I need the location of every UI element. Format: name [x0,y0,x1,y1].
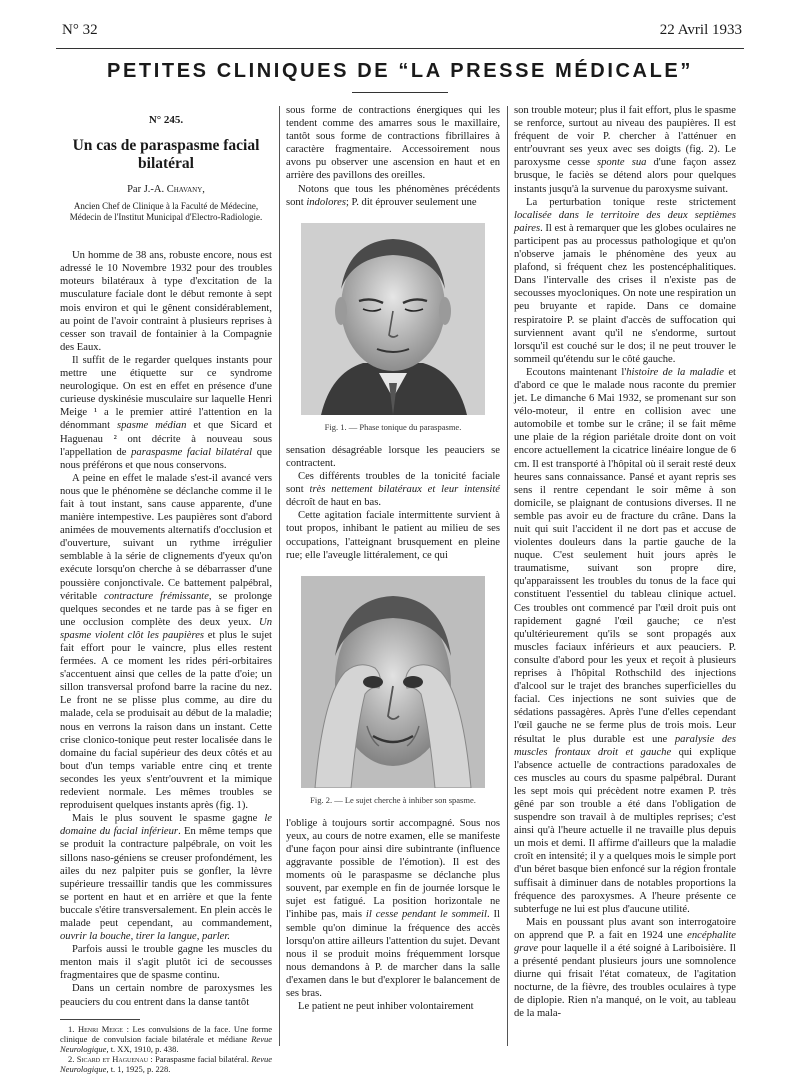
figure-2-caption: Fig. 2. — Le sujet cherche à inhiber son spasme. [310,794,476,805]
text-run: , t. XX, 1910, p. 438. [106,1043,179,1054]
text-run: , se prolonge quelques secondes et ne tarde pas à se figer en une occlusion complète des deux yeux. [60,590,272,628]
italic-run: histoire de la maladie [626,366,724,378]
paragraph [286,470,500,509]
header-rule [56,48,744,49]
text-run: ; P. dit éprouver seulement une [345,196,477,208]
figure-1-photo [301,223,485,415]
text-run: . Il semble qu'on diminue la fréquence des accès lorsqu'on attire ailleurs l'attention du sujet. Devant nous il se produit moins fréquemment lorsque nous demandons à P. de marcher dans la salle d'examen dans le but d'explorer le balancement de ses bras. [286,909,501,999]
portrait-hands-on-eyes-image [301,576,485,788]
byline-prefix: Par J.-A. [127,184,167,196]
italic-run: sponte sua [596,157,647,169]
text-run: que nous préférons et que nous conservons. [60,446,272,471]
masthead: PETITES CLINIQUES DE “LA PRESSE MÉDICALE” [107,60,693,82]
paragraph: sous forme de contractions énergiques qui les tendent comme des amarres sous le maxillaire, tantôt sous forme de contractions fibrillaires à caractère fragmentaire. Accessoirement nous avons pu observer une ascension en haut et en arrière des pavillons des oreilles. [286,105,500,182]
text-run: Il suffit de le regarder quelques instants pour mettre une étiquette sur ce syndrome neurologique. On est en effet en présence d'une curieuse dyskinésie musculaire sur laquelle Henri Meige ¹ a le premier attiré l'attention en la dénommant [60,354,272,432]
article-title: Un cas de paraspasme facial bilatéral [72,137,260,173]
paragraph: Parfois aussi le trouble gagne les muscles du menton mais il s'agit plutôt ici de secousses fragmentaires que de spasme continu. [60,944,272,982]
paragraph: Dans un certain nombre de paroxysmes les peauciers du cou entrent dans la danse tantôt [60,983,272,1008]
italic-run: très nettement bilatéraux et leur intensité [309,484,500,496]
text-run: l'oblige à toujours sortir accompagné. Sous nos yeux, au cours de notre examen, elle se manifeste d'une façon pour ainsi dire subintrante (influence aggravante possible de l'émotion). Il est des moments où le paraspasme se déclanche plus souvent, par exemple en fin de journée lorsque le sujet est fatigué. La position horizontale ne l'inhibe pas, mais [286,817,500,921]
text-run: pour laquelle il a été soigné à Lariboisière. Il a présenté pendant plusieurs jours une somnolence diurne qui frisait l'état comateux, de l'agitation nocturne, de la fièvre, des troubles oculaires à type de diplopie. Rien n'a manqué, on le voit, au tableau de la mala- [514,943,736,1020]
paragraph [286,183,500,209]
column-divider-2 [507,106,508,1046]
text-run: Ces différents troubles de la tonicité faciale sont [286,471,500,496]
text-run: et plus le sujet fait effort pour le vaincre, plus elles restent fermées. A ce moment les rides péri-orbitaires s'accentuent ainsi que celles de la patte d'oie; un sillon transversal profond barre la racine du nez. Le front ne se plisse plus comme, au dire du malade, cela se produisait au début de la maladie; nous en verrons la raison dans un instant. Cette crise clonico-tonique peut rester localisée dans le domaine du facial supérieur des deux côtés et au bout d'un temps variable entre cinq et trente secondes les yeux s'entr'ouvrent et la mimique redevient normale. Les mêmes troubles se reproduisent quelques instants après (fig. 1). [60,629,272,812]
text-run: son trouble moteur; plus il fait effort, plus le spasme se renforce, surtout au niveau des paupières. Il est fréquent de voir P. chercher à l'atténuer en entr'ouvrant ses yeux avec ses doigts (fig. 2). Le paroxysme cesse [514,105,736,169]
text-run: Notons que tous les phénomènes précédents sont [286,183,500,208]
italic-run: spasme médian [117,420,187,432]
author-name: Chavany, [166,184,205,196]
figure-2-photo [301,576,485,788]
issue-date: 22 Avril 1933 [659,22,742,38]
paragraph [60,472,272,812]
footnote-rule [60,1019,140,1020]
italic-run: ouvrir la bouche, tirer la langue, parler. [60,931,230,943]
figure-1-caption: Fig. 1. — Phase tonique du paraspasme. [324,421,462,432]
italic-run: indolores [306,196,346,208]
column-3 [514,104,736,1021]
paragraph [514,366,736,916]
paragraph [514,196,736,366]
paragraph: Le patient ne peut inhiber volontairement [298,1001,474,1013]
text-run: Mais en poussant plus avant son interrogatoire on apprend que P. a fait en 1924 une [514,916,736,941]
footnote-author: Sicard et Haguenau [76,1053,149,1064]
text-run: qui explique l'absence actuelle de contractions paradoxales de ces muscles au cours du spasme palpébral. Durant les sept mois qui précèdent notre examen P. très gêné par son trouble a été dans l'obligation de suspendre son travail à de multiples reprises; c'est ainsi qu'à l'heure actuelle il ne travaille plus depuis un mois et demi. Il affirme d'ailleurs que la maladie croît en intensité; il y a quelques mois le simple port d'un béret basque bien enfoncé sur la région frontale suffisait à diminuer dans de notables proportions la fréquence des paroxysmes. A l'heure présente ce subterfuge ne lui est plus d'aucune utilité. [514,746,736,915]
column-2 [286,104,500,1013]
text-run: et d'abord ce que le malade nous raconte du premier jet. Le dimanche 6 Mai 1932, se promenant sur son vélo-moteur, il entre en collision avec une automobile et tombe sur le crâne; il se fait même une plaie de la région pariétale droite dont on voit encore actuellement la cicatrice linéaire longue de 6 cm. Il est transporté à l'hôpital où il serait resté deux heures sans connaissance. Pansé et ayant repris ses sens il rentre cependant le soir même à son domicile, se plaignant de contusions diverses. Il ne semble pas avoir eu de fracture du crâne. Dans la nuit qui suit l'accident il ne dort pas et accuse de violentes douleurs dans la partie gauche de la nuque. C'est seulement huit jours après le traumatisme, suivant son propre dire, qu'apparaissent les troubles du tonus de la face qui constituent l'essentiel du tableau clinique actuel. Ces troubles ont commencé par l'œil droit puis ont rapidement gagné l'œil gauche; ce n'est qu'ultérieurement qu'ils se sont propagés aux muscles faciaux inférieurs et aux peauciers. P. consulte d'abord pour les yeux et reçoit à plusieurs reprises à l'hôpital Rothschild des injections d'alcool sur le trajet des branches superficielles du facial. Ces injections ne sont suivies que de sédations passagères. Après l'une d'elles cependant l'œil gauche ne se ferme plus de trois mois. Leur résultat le plus durable est une [514,366,736,745]
author-affiliation: Ancien Chef de Clinique à la Faculté de Médecine, Médecin de l'Institut Municipal d'Electro-Radiologie. [69,201,263,223]
paragraph: sensation désagréable lorsque les peauciers se contractent. [286,444,500,469]
paragraph: Un homme de 38 ans, robuste encore, nous est adressé le 10 Novembre 1932 pour des troubles moteurs bilatéraux à type d'excitation de la musculature faciale dont le début remonte à sept mois environ et qui le gênent considérablement, au point de l'avoir contraint à plusieurs reprises à cesser son travail de fontainier à la Compagnie des Eaux. [60,250,272,353]
portrait-eyes-closed-image [301,223,485,415]
italic-run: Revue Neurologique [60,1053,272,1074]
byline [60,183,272,196]
italic-run: il cesse pendant le sommeil [365,909,487,921]
text-run: : Les convulsions de la face. Une forme clinique de convulsion faciale bilatérale et médiane [60,1023,273,1044]
italic-run: paraspasme facial bilatéral [131,446,253,458]
italic-run: Revue Neurologique [60,1033,272,1054]
issue-number: N° 32 [62,22,98,38]
text-run: : Paraspasme facial bilatéral. [148,1053,252,1064]
italic-run: Un spasme violent clôt les paupières [60,616,272,641]
footnote-1: 1. Henri Meige : Les convulsions de la face. Une forme clinique de convulsion faciale bilatérale et médiane Revue Neurologique, t. XX, 1910, p. 438. [60,1023,273,1054]
text-run: et que Sicard et Haguenau ² ont décrite à nouveau sous l'appellation de [60,420,272,458]
text-run: . En même temps que se produit la contracture palpébrale, on voit les sillons naso-géniens se creuser profondément, les ailes du nez palpiter puis se gonfler, la lèvre supérieure tressaillir tandis que les commissures se portent en haut et en arrière et que la fente buccale s'étire transversalement. En plein accès le malade peut cependant, au commandement, [60,826,272,929]
text-run: décroît de haut en bas. [286,497,382,509]
text-run: Mais le plus souvent le spasme gagne [72,813,265,825]
paragraph [514,104,736,196]
italic-run: contracture frémissante [104,590,209,602]
italic-run: encéphalite grave [514,929,736,954]
paragraph: Cette agitation faciale intermittente survient à tout propos, inhibant le patient au milieu de ses occupations, l'atteignant brusquement en pleine rue; elle l'aveugle littéralement, ce qui [286,510,500,561]
text-run: d'une façon assez brusque, le faciès se détend alors pour quelques instants jusqu'à la survenue du paroxysme suivant. [514,157,736,195]
text-run: , t. 1, 1925, p. 228. [106,1063,171,1074]
text-run: La perturbation tonique reste strictement [526,196,736,208]
italic-run: localisée dans le territoire des deux septièmes paires [514,209,736,234]
paragraph [60,812,272,943]
masthead-rule [352,92,448,93]
italic-run: paralysie des muscles frontaux droit et gauche [514,733,736,758]
paragraph [514,916,736,1021]
text-run: . Il est à remarquer que les globes oculaires ne participent pas au processus pathologique et qu'on n'observe jamais le phénomène des yeux au plafond, si fréquent chez les postencéphalitiques. Dans l'intervalle des crises il n'existe pas de secousses myocloniques. On note une respiration un peu bruyante et rapide. Dans ce domaine respiratoire P. se plaint d'accès de suffocation qui surviennent avant qu'il ne s'endorme, surtout lorsqu'il est couché sur le dos; il ne peut trouver le sommeil qu'étendu sur le côté gauche. [514,222,737,365]
text-run: Ecoutons maintenant l' [526,366,627,378]
paragraph [60,354,272,472]
footnote-author: Henri Meige [78,1023,123,1034]
article-number: N° 245. [148,114,184,126]
footnote-2: 2. Sicard et Haguenau : Paraspasme facial bilatéral. Revue Neurologique, t. 1, 1925, p. 228. [60,1053,272,1074]
paragraph [286,817,500,1000]
italic-run: le domaine du facial inférieur [60,813,272,838]
text-run: A peine en effet le malade s'est-il avancé vers nous que le phénomène se déclanche comme il le fait à tout instant, sans cause apparente, d'une manière intempestive. Les paupières sont d'abord animées de mouvements alternatifs d'occlusion et d'ouverture, suivant un rythme irrégulier semblable à la série de clignements d'yeux qu'on exécute lorsqu'on cherche à se débarrasser d'une poussière conjonctivale. Ce battement palpébral, véritable [60,472,272,602]
column-divider-1 [279,106,280,1046]
column-1 [60,104,272,1074]
